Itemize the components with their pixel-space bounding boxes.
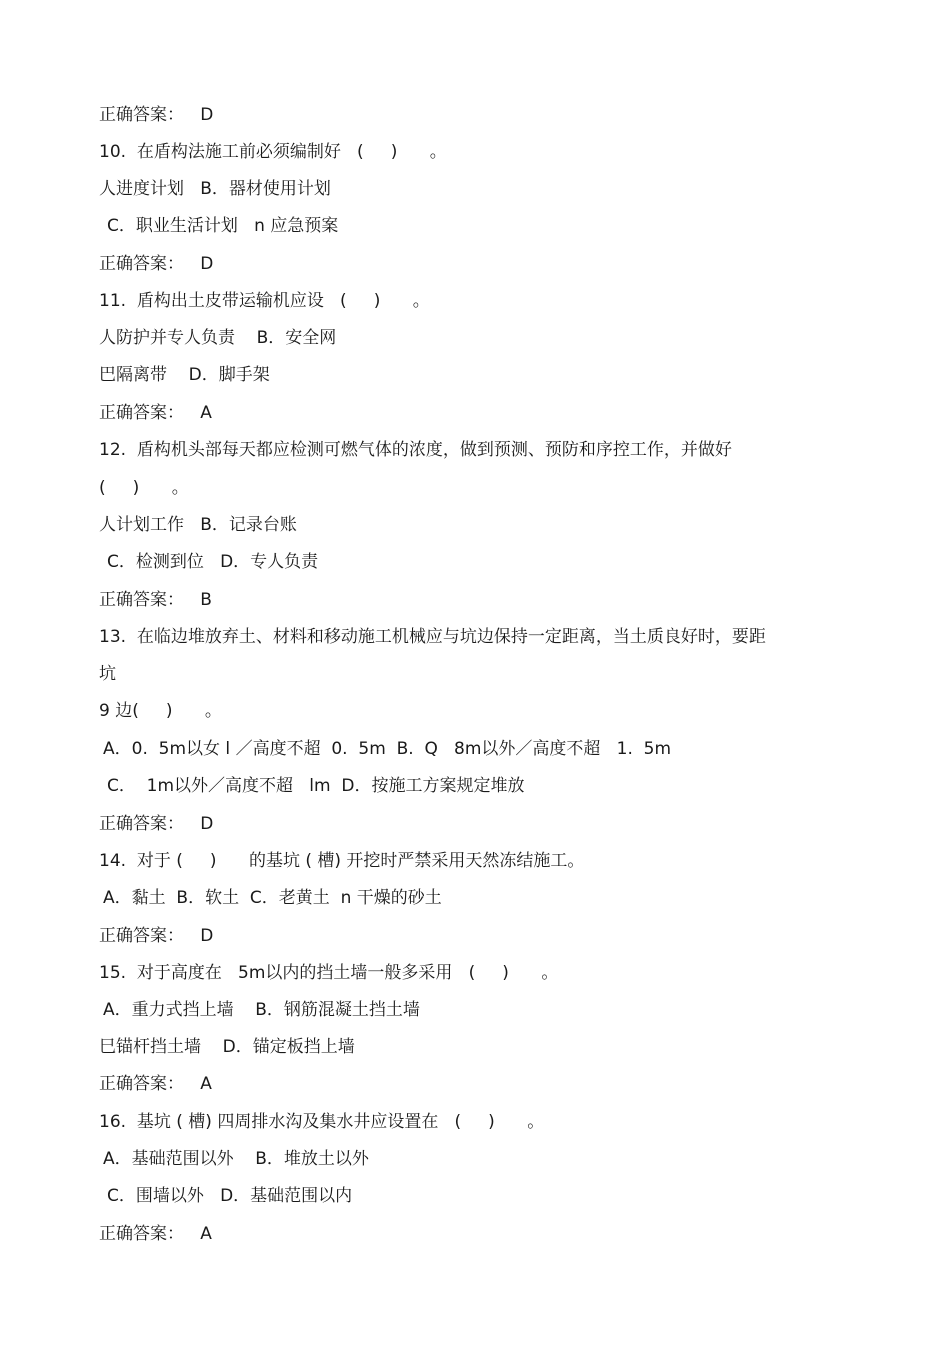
options-line: A．黏土 B．软土 C．老黄土 n 干燥的砂土: [103, 888, 442, 908]
question-14: 14. 对于 ( ) 的基坑 ( 槽) 开挖时严禁采用天然冻结施工。: [99, 851, 585, 871]
answer-line: 正确答案： D: [99, 814, 214, 834]
answer-line: 正确答案： A: [99, 1224, 212, 1244]
question-13: 13. 在临边堆放弃土、材料和移动施工机械应与坑边保持一定距离，当土质良好时，要距: [99, 627, 766, 647]
question-12: 12. 盾构机头部每天都应检测可燃气体的浓度，做到预测、预防和序控工作，并做好: [99, 440, 732, 460]
options-line: A．基础范围以外 B．堆放土以外: [103, 1149, 369, 1169]
question-13-continuation: 9 边( ) 。: [99, 701, 222, 721]
options-line: A．重力式挡上墙 B．钢筋混凝土挡土墙: [103, 1000, 420, 1020]
options-line: 人进度计划 B．器材使用计划: [99, 179, 331, 199]
options-line: C． 1m以外／高度不超 lm D．按施工方案规定堆放: [107, 776, 525, 796]
question-15: 15. 对于高度在 5m以内的挡土墙一般多采用 ( ) 。: [99, 963, 559, 983]
options-line: C．职业生活计划 n 应急预案: [107, 216, 339, 236]
options-line: 巴隔离带 D．脚手架: [99, 365, 270, 385]
question-11: 11. 盾构出土皮带运输机应设 ( ) 。: [99, 291, 430, 311]
options-line: 人计划工作 B．记录台账: [99, 515, 297, 535]
question-16: 16. 基坑 ( 槽) 四周排水沟及集水井应设置在 ( ) 。: [99, 1112, 545, 1132]
options-line: C．检测到位 D．专人负责: [107, 552, 319, 572]
question-10: 10. 在盾构法施工前必须编制好 ( ) 。: [99, 142, 447, 162]
answer-line: 正确答案： D: [99, 105, 214, 125]
answer-line: 正确答案： D: [99, 926, 214, 946]
options-line: 人防护并专人负责 B．安全网: [99, 328, 337, 348]
answer-line: 正确答案： A: [99, 403, 212, 423]
options-line: 巳锚杆挡土墙 D．锚定板挡上墙: [99, 1037, 355, 1057]
question-12-continuation: ( ) 。: [99, 478, 189, 498]
options-line: C．围墙以外 D．基础范围以内: [107, 1186, 353, 1206]
options-line: A．0. 5m以女 l ／高度不超 0. 5m B. Q 8m以外／高度不超 1. 5m: [103, 739, 672, 759]
answer-line: 正确答案： D: [99, 254, 214, 274]
answer-line: 正确答案： B: [99, 590, 212, 610]
question-13-continuation: 坑: [99, 664, 116, 684]
answer-line: 正确答案： A: [99, 1074, 212, 1094]
